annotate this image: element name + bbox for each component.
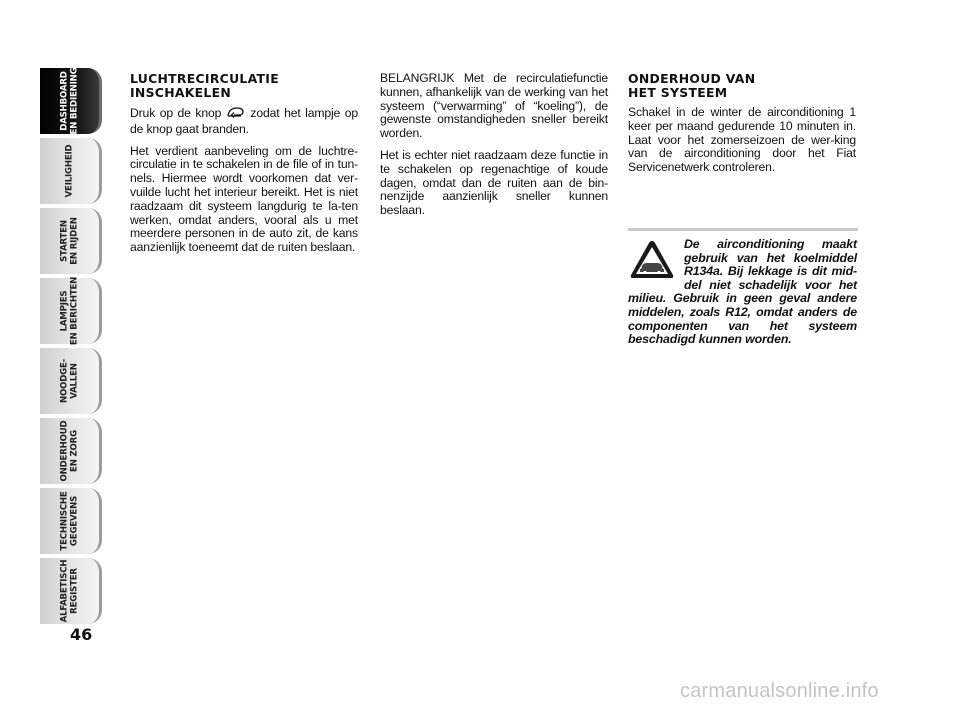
warning-text: De airconditioning maakt gebruik van het koelmiddel R134a. Bij lekkage is dit mid-del niet schadelijk voor het milieu. Gebruik in geen geval andere middelen, zoals R12, omdat anders de componenten van het systeem beschadigd kunnen worden. xyxy=(628,237,857,347)
tab-label: NOODGE- VALLEN xyxy=(59,358,79,404)
paragraph: Het verdient aanbeveling om de luchtre-circulatie in te schakelen in de file of in tun-nels. Hiermee wordt voorkomen dat ver-vuilde lucht het interieur bereikt. Het is niet raadzaam dit systeem langdurig te la-ten werken, omdat anders, vooral als u met meerdere personen in de auto zit, de kans aanzienlijk toeneemt dat de ruiten beslaan. xyxy=(130,143,358,255)
tab-starten-en-rijden[interactable] xyxy=(40,208,102,274)
tab-dashboard-en-bediening[interactable] xyxy=(40,68,102,134)
tab-onderhoud-en-zorg[interactable] xyxy=(40,418,102,484)
section-heading: ONDERHOUD VAN HET SYSTEEM xyxy=(628,71,756,100)
paragraph: Schakel in de winter de airconditioning 1 keer per maand gedurende 10 minuten in. Laat voor het zomerseizoen de wer-king van de airconditioning door het Fiat Servicenetwerk controleren. xyxy=(628,105,856,175)
paragraph: Het is echter niet raadzaam deze functie in te schakelen op regenachtige of koude dagen, omdat dan de ruiten aan de bin-nenzijde aanzienlijk sneller kunnen beslaan. xyxy=(380,147,608,218)
tab-noodgevallen[interactable] xyxy=(40,348,102,414)
page-number: 46 xyxy=(70,625,93,644)
tab-lampjes-en-berichten[interactable] xyxy=(40,278,102,344)
recirculation-icon xyxy=(226,106,246,123)
tab-label: STARTEN EN RIJDEN xyxy=(59,217,79,265)
column-maintenance xyxy=(628,72,856,183)
paragraph: Druk op de knop zodat het lampje op de knop gaat branden. xyxy=(130,106,358,136)
tab-label: VEILIGHEID xyxy=(63,144,74,198)
tab-label: ALFABETISCH REGISTER xyxy=(59,559,79,623)
warning-triangle-car-icon xyxy=(628,238,676,282)
tab-label: LAMPJES EN BERICHTEN xyxy=(59,276,79,346)
tab-label: DASHBOARD EN BEDIENING xyxy=(59,67,79,135)
column-important xyxy=(380,72,608,226)
warning-divider xyxy=(628,228,858,231)
paragraph: BELANGRIJK Met de recirculatiefunctie kunnen, afhankelijk van de werking van het systeem (“verwarming” of “koeling”), de gewenste omstandigheden sneller bereikt worden. xyxy=(380,71,608,141)
watermark: carmanualsonline.info xyxy=(680,680,879,702)
warning-box xyxy=(628,238,857,347)
tab-label: ONDERHOUD EN ZORG xyxy=(59,420,79,482)
section-heading: LUCHTRECIRCULATIE INSCHAKELEN xyxy=(130,71,279,100)
column-recirculation xyxy=(130,72,358,263)
tab-technische-gegevens[interactable] xyxy=(40,488,102,554)
tab-label: TECHNISCHE GEGEVENS xyxy=(59,491,79,551)
tab-alfabetisch-register[interactable] xyxy=(40,558,102,624)
tab-veiligheid[interactable] xyxy=(40,138,102,204)
